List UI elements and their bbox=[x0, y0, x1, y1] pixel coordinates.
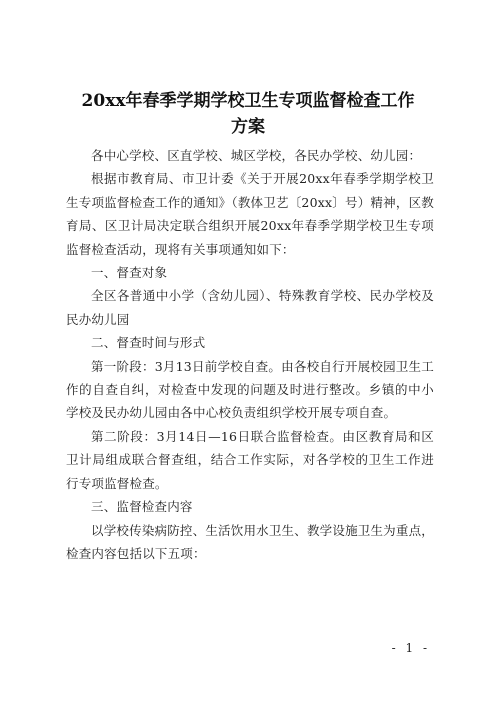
section-heading-time-form: 二、督查时间与形式 bbox=[91, 335, 206, 351]
document-body bbox=[66, 144, 434, 565]
section-heading-content: 三、监督检查内容 bbox=[91, 499, 193, 515]
document-title-line-1: 20xx年春季学期学校卫生专项监督检查工作 bbox=[81, 91, 415, 111]
section-heading-targets: 一、督查对象 bbox=[91, 265, 168, 281]
paragraph-addressees: 各中心学校、区直学校、城区学校，各民办学校、幼儿园： bbox=[91, 148, 422, 163]
document-title-line-2: 方案 bbox=[231, 117, 265, 137]
paragraph-content: 以学校传染病防控、生活饮用水卫生、教学设施卫生为重点，检查内容包括以下五项： bbox=[66, 522, 434, 561]
paragraph-intro: 根据市教育局、市卫计委《关于开展20xx年春季学期学校卫生专项监督检查工作的通知》（教体卫艺〔20xx〕号）精神，区教育局、区卫计局决定联合组织开展20xx年春季学期学校卫生专项监督检查活动，现将有关事项通知如下： bbox=[66, 171, 434, 257]
paragraph-targets: 全区各普通中小学（含幼儿园）、特殊教育学校、民办学校及民办幼儿园 bbox=[66, 288, 434, 327]
page-number: - 1 - bbox=[391, 641, 430, 655]
paragraph-phase-one: 第一阶段：3月13日前学校自查。由各校自行开展校园卫生工作的自查自纠，对检查中发现的问题及时进行整改。乡镇的中小学校及民办幼儿园由各中心校负责组织学校开展专项自查。 bbox=[66, 358, 434, 421]
paragraph-phase-two: 第二阶段：3月14日—16日联合监督检查。由区教育局和区卫计局组成联合督查组，结合工作实际，对各学校的卫生工作进行专项监督检查。 bbox=[66, 428, 434, 491]
